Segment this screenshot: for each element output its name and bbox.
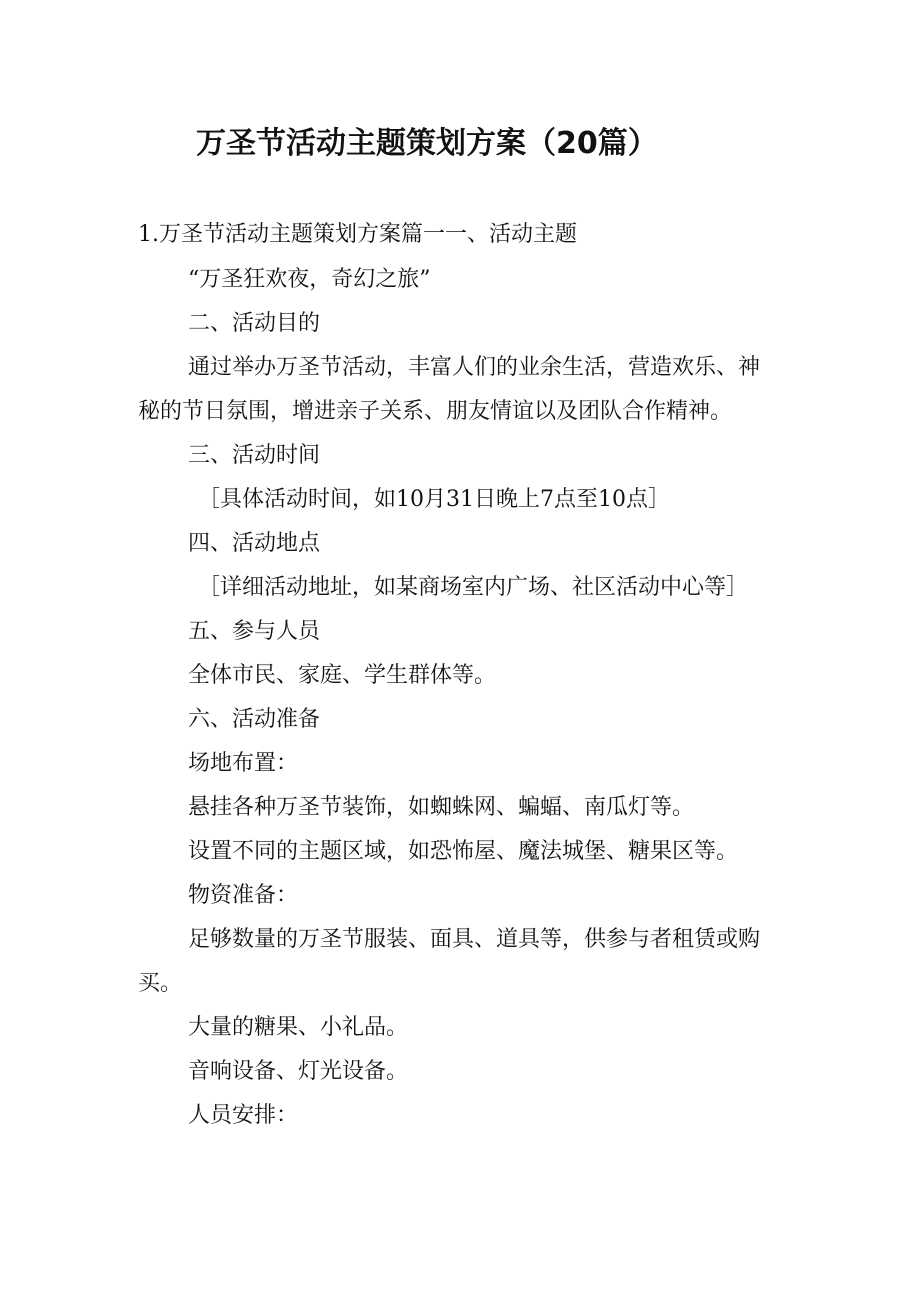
- venue-setup-label: 场地布置：: [188, 751, 299, 776]
- purpose-paragraph-line-1: 通过举办万圣节活动，丰富人们的业余生活，营造欢乐、神: [188, 355, 761, 380]
- supplies-label: 物资准备：: [188, 883, 299, 908]
- supplies-item-1-line-1: 足够数量的万圣节服装、面具、道具等，供参与者租赁或购: [188, 927, 761, 952]
- section-heading-purpose: 二、活动目的: [188, 311, 321, 336]
- document-title: 万圣节活动主题策划方案（20篇）: [196, 126, 658, 161]
- section-heading-participants: 五、参与人员: [188, 619, 321, 644]
- supplies-item-3: 音响设备、灯光设备。: [188, 1059, 409, 1084]
- supplies-item-1-line-2: 买。: [138, 971, 183, 996]
- section-heading-location: 四、活动地点: [188, 531, 321, 556]
- location-detail: ［详细活动地址，如某商场室内广场、社区活动中心等］: [198, 575, 749, 600]
- section-heading-time: 三、活动时间: [188, 443, 321, 468]
- section-heading-preparation: 六、活动准备: [188, 707, 321, 732]
- section-heading-theme: 1.万圣节活动主题策划方案篇一一、活动主题: [138, 222, 577, 247]
- venue-setup-item-2: 设置不同的主题区域，如恐怖屋、魔法城堡、糖果区等。: [188, 839, 739, 864]
- venue-setup-item-1: 悬挂各种万圣节装饰，如蜘蛛网、蝙蝠、南瓜灯等。: [188, 795, 695, 820]
- staffing-label: 人员安排：: [188, 1103, 299, 1128]
- time-detail: ［具体活动时间，如10月31日晚上7点至10点］: [198, 487, 670, 512]
- theme-slogan: “万圣狂欢夜，奇幻之旅”: [188, 267, 431, 292]
- participants-detail: 全体市民、家庭、学生群体等。: [188, 663, 497, 688]
- supplies-item-2: 大量的糖果、小礼品。: [188, 1015, 409, 1040]
- purpose-paragraph-line-2: 秘的节日氛围，增进亲子关系、朋友情谊以及团队合作精神。: [138, 399, 733, 424]
